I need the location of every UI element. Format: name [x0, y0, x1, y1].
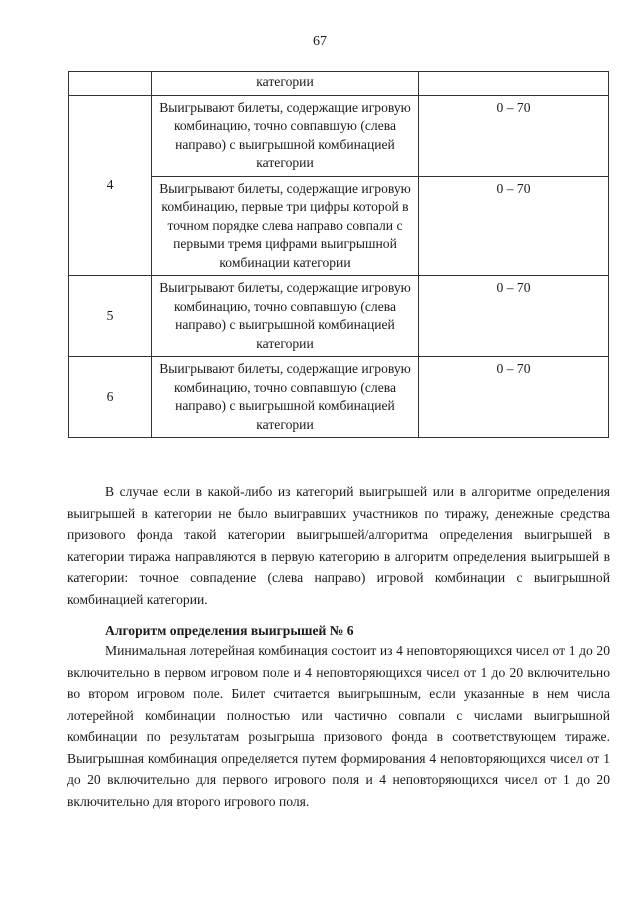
winnings-table	[68, 71, 609, 438]
paragraph-redistribution: В случае если в какой-либо из категорий выигрышей или в алгоритме определения выигрышей в категории не было выигравших участников по тиражу, денежные средства призового фонда такой категории выигрышей/алгоритма определения выигрышей в категории тиража направляются в первую категорию в алгоритм определения выигрышей в категории: точное совпадение (слева направо) игровой комбинации с выигрышной комбинацией категории.	[67, 484, 610, 607]
table-cell-percent: 0 – 70	[419, 276, 609, 357]
section-heading: Алгоритм определения выигрышей № 6	[105, 623, 354, 638]
table-row	[69, 276, 609, 357]
table-cell-description: Выигрывают билеты, содержащие игровую комбинацию, точно совпавшую (слева направо) с выигрышной комбинацией категории	[152, 357, 419, 438]
table-cell-category: 4	[69, 95, 152, 276]
table-cell-category: 6	[69, 357, 152, 438]
table-cell-empty	[69, 72, 152, 96]
table-cell-percent: 0 – 70	[419, 357, 609, 438]
table-cell-description: Выигрывают билеты, содержащие игровую комбинацию, первые три цифры которой в точном порядке слева направо совпали с первыми тремя цифрами выигрышной комбинации категории	[152, 176, 419, 276]
table-cell-empty	[419, 72, 609, 96]
table-cell-description: категории	[152, 72, 419, 96]
paragraph-algorithm-6: Минимальная лотерейная комбинация состоит из 4 неповторяющихся чисел от 1 до 20 включительно в первом игровом поле и 4 неповторяющихся чисел от 1 до 20 включительно во втором игровом поле. Билет считается выигрышным, если указанные в нем числа лотерейной комбинации полностью или частично совпали с числами выигрышной комбинации по результатам розыгрыша призового фонда в соответствующем тираже. Выигрышная комбинация определяется путем формирования 4 неповторяющихся чисел от 1 до 20 включительно для первого игрового поля и 4 неповторяющихся чисел от 1 до 20 включительно для второго игрового поля.	[67, 643, 610, 809]
table-cell-percent: 0 – 70	[419, 95, 609, 176]
table-cell-percent: 0 – 70	[419, 176, 609, 276]
table-cell-description: Выигрывают билеты, содержащие игровую комбинацию, точно совпавшую (слева направо) с выигрышной комбинацией категории	[152, 95, 419, 176]
page-number: 67	[313, 34, 327, 49]
table-row	[69, 357, 609, 438]
table-cell-category: 5	[69, 276, 152, 357]
table-cell-description: Выигрывают билеты, содержащие игровую комбинацию, точно совпавшую (слева направо) с выигрышной комбинацией категории	[152, 276, 419, 357]
table-row	[69, 95, 609, 176]
table-row	[69, 72, 609, 96]
